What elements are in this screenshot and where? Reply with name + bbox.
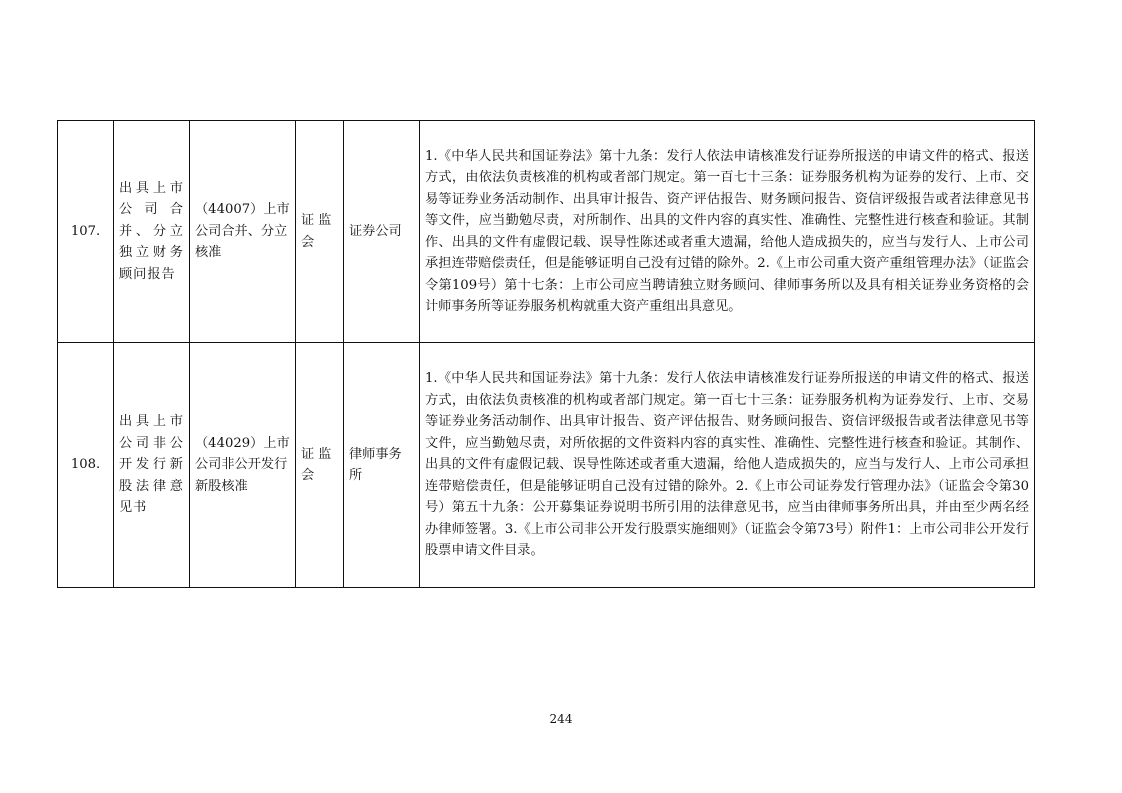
legal-basis: 1.《中华人民共和国证券法》第十九条：发行人依法申请核准发行证券所报送的申请文件的格式、报送方式，由依法负责核准的机构或者部门规定。第一百七十三条：证券服务机构为证券的发行、上市、交易等证券业务活动制作、出具审计报告、资产评估报告、财务顾问报告、资信评级报告或者法律意见书等文件，应当勤勉尽责，对所制作、出具的文件内容的真实性、准确性、完整性进行核查和验证。其制作、出具的文件有虚假记载、误导性陈述或者重大遗漏，给他人造成损失的，应当与发行人、上市公司承担连带赔偿责任，但是能够证明自己没有过错的除外。2.《上市公司重大资产重组管理办法》（证监会令第109号）第十七条：上市公司应当聘请独立财务顾问、律师事务所以及具有相关证券业务资格的会计师事务所等证券服务机构就重大资产重组出具意见。 (420, 121, 1035, 343)
applicant-type: 证券公司 (344, 121, 420, 343)
item-name: 出具上市公司非公开发行新股法律意见书 (114, 343, 190, 588)
department: 证监会 (296, 121, 344, 343)
row-number: 107. (58, 121, 114, 343)
item-name: 出具上市公司合并、分立独立财务顾问报告 (114, 121, 190, 343)
applicant-type: 律师事务所 (344, 343, 420, 588)
legal-basis: 1.《中华人民共和国证券法》第十九条：发行人依法申请核准发行证券所报送的申请文件的格式、报送方式，由依法负责核准的机构或者部门规定。第一百七十三条：证券服务机构为证券发行、上市、交易等证券业务活动制作、出具审计报告、资产评估报告、财务顾问报告、资信评级报告或者法律意见书等文件，应当勤勉尽责，对所依据的文件资料内容的真实性、准确性、完整性进行核查和验证。其制作、出具的文件有虚假记载、误导性陈述或者重大遗漏，给他人造成损失的，应当与发行人、上市公司承担连带赔偿责任，但是能够证明自己没有过错的除外。2.《上市公司证券发行管理办法》（证监会令第30号）第五十九条：公开募集证券说明书所引用的法律意见书，应当由律师事务所出具，并由至少两名经办律师签署。3.《上市公司非公开发行股票实施细则》（证监会令第73号）附件1：上市公司非公开发行股票申请文件目录。 (420, 343, 1035, 588)
approval-item: （44029）上市公司非公开发行新股核准 (190, 343, 296, 588)
approval-item: （44007）上市公司合并、分立核准 (190, 121, 296, 343)
page-number: 244 (549, 712, 573, 726)
table-row (58, 343, 1035, 588)
table-row (58, 121, 1035, 343)
row-number: 108. (58, 343, 114, 588)
service-item-table (57, 120, 1035, 588)
department: 证监会 (296, 343, 344, 588)
